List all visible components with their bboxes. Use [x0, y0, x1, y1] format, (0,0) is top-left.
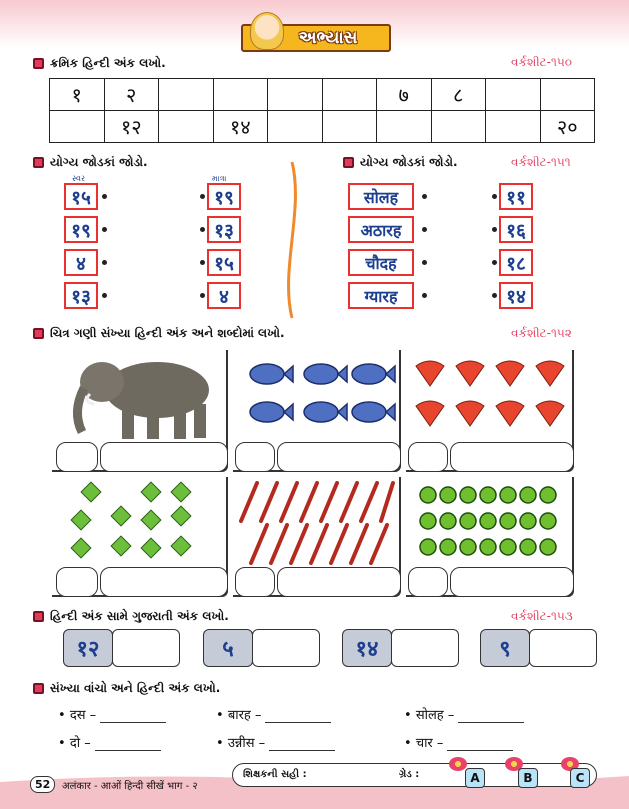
gujarati-answer-box[interactable]: [529, 629, 597, 667]
answer-number-box[interactable]: [56, 442, 98, 472]
picture-panel-tops: [406, 350, 574, 472]
divider-curve: [280, 160, 304, 320]
hindi-number-box: ९: [480, 629, 530, 667]
num-box: १६: [499, 216, 533, 243]
seq-cell[interactable]: ८: [431, 79, 486, 111]
sign-label: શિક્ષકની સહી :: [243, 769, 307, 780]
match-dot[interactable]: [422, 194, 427, 199]
s3-worksheet: વર્કશીટ-૧૫૧: [511, 155, 571, 169]
grade-c[interactable]: C: [570, 768, 590, 788]
match-dot[interactable]: [102, 227, 107, 232]
s1-worksheet: વર્કશીટ-૧૫૦: [511, 55, 572, 69]
fish-icon: [239, 356, 399, 436]
match-dot[interactable]: [200, 194, 205, 199]
answer-word-box[interactable]: [450, 567, 574, 597]
gujarati-answer-box[interactable]: [112, 629, 180, 667]
answer-number-box[interactable]: [235, 567, 275, 597]
match-dot[interactable]: [200, 260, 205, 265]
s4-worksheet: વર્કશીટ-૧૫૨: [511, 326, 572, 340]
answer-number-box[interactable]: [408, 442, 448, 472]
spinning-top-icon: [412, 354, 572, 444]
s1-heading: ક્રમિક હિન્દી અંક લખો.: [33, 56, 166, 71]
left-num: १३: [64, 282, 98, 309]
answer-number-box[interactable]: [56, 567, 98, 597]
seq-cell[interactable]: [486, 111, 541, 143]
s5-worksheet: વર્કશીટ-૧૫૩: [511, 609, 573, 623]
seq-cell[interactable]: [268, 111, 323, 143]
bullet-icon: [33, 683, 44, 694]
right-num: ४: [207, 282, 241, 309]
left-num: ४: [64, 249, 98, 276]
left-num: १९: [64, 216, 98, 243]
answer-number-box[interactable]: [235, 442, 275, 472]
answer-word-box[interactable]: [277, 567, 401, 597]
word-box: अठारह: [348, 216, 414, 243]
picture-panel-elephant: [52, 350, 228, 472]
s5-heading: હિન્દી અંક સામે ગુજરાતી અંક લખો.: [33, 609, 229, 624]
teacher-sign-bar: [232, 763, 597, 787]
answer-word-box[interactable]: [100, 567, 228, 597]
gujarati-answer-box[interactable]: [391, 629, 459, 667]
col-b-label: માત્રા: [212, 174, 227, 183]
bullet-icon: [33, 58, 44, 69]
picture-panel-balls: [406, 477, 574, 597]
seq-cell[interactable]: [486, 79, 541, 111]
match-dot[interactable]: [102, 194, 107, 199]
sequence-table: [49, 78, 595, 143]
page-number: 52: [30, 776, 55, 793]
right-num: १३: [207, 216, 241, 243]
seq-cell[interactable]: [540, 79, 595, 111]
match-dot[interactable]: [492, 194, 497, 199]
bullet-icon: [33, 611, 44, 622]
right-num: १९: [207, 183, 241, 210]
picture-panel-pencils: [233, 477, 401, 597]
seq-cell[interactable]: [431, 111, 486, 143]
match-dot[interactable]: [422, 227, 427, 232]
word-box: सोलह: [348, 183, 414, 210]
bullet-icon: [33, 328, 44, 339]
s2-heading: યોગ્ય જોડકાં જોડો.: [33, 155, 148, 170]
num-box: १८: [499, 249, 533, 276]
seq-cell[interactable]: [50, 111, 105, 143]
word-box: चौदह: [348, 249, 414, 276]
word-item: • दस –: [58, 705, 166, 723]
hindi-number-box: १४: [342, 629, 392, 667]
left-num: १५: [64, 183, 98, 210]
word-item: • दो –: [58, 733, 161, 751]
s6-heading: સંખ્યા વાંચો અને હિન્દી અંક લખો.: [33, 681, 220, 696]
seq-cell[interactable]: २०: [540, 111, 595, 143]
hindi-number-box: ५: [203, 629, 253, 667]
seq-cell[interactable]: [322, 111, 377, 143]
grade-b[interactable]: B: [518, 768, 538, 788]
match-dot[interactable]: [200, 227, 205, 232]
word-item: • बारह –: [216, 705, 331, 723]
seq-cell[interactable]: [377, 111, 432, 143]
boy-mascot-icon: [250, 12, 284, 50]
bullet-icon: [343, 157, 354, 168]
seq-cell[interactable]: १२: [104, 111, 159, 143]
flower-icon: [449, 757, 467, 771]
seq-cell[interactable]: [213, 79, 268, 111]
bullet-icon: [33, 157, 44, 168]
kite-icon: [68, 479, 228, 565]
seq-cell[interactable]: १: [50, 79, 105, 111]
s4-heading: ચિત્ર ગણી સંખ્યા હિન્દી અંક અને શબ્દોમાં લખો.: [33, 326, 285, 341]
elephant-icon: [62, 352, 232, 442]
answer-word-box[interactable]: [100, 442, 228, 472]
col-a-label: સ્વર: [72, 174, 86, 183]
answer-word-box[interactable]: [277, 442, 401, 472]
seq-cell[interactable]: २: [104, 79, 159, 111]
banner-title: અભ્યાસ: [298, 28, 358, 48]
answer-line[interactable]: [458, 722, 524, 723]
seq-cell[interactable]: [268, 79, 323, 111]
seq-cell[interactable]: ७: [377, 79, 432, 111]
word-box: ग्यारह: [348, 282, 414, 309]
match-dot[interactable]: [422, 260, 427, 265]
seq-cell[interactable]: [322, 79, 377, 111]
seq-cell[interactable]: [159, 79, 214, 111]
answer-line[interactable]: [265, 722, 331, 723]
seq-cell[interactable]: १४: [213, 111, 268, 143]
match-dot[interactable]: [102, 260, 107, 265]
seq-cell[interactable]: [159, 111, 214, 143]
answer-line[interactable]: [95, 750, 161, 751]
match-dot[interactable]: [492, 260, 497, 265]
picture-panel-kites: [52, 477, 228, 597]
match-dot[interactable]: [492, 293, 497, 298]
word-item: • सोलह –: [404, 705, 524, 723]
pencil-icon: [237, 479, 397, 565]
book-title: अलंकार - आओं हिन्दी सीखें भाग - २: [62, 781, 198, 792]
word-item: • उन्नीस –: [216, 733, 335, 751]
hindi-number-box: १२: [63, 629, 113, 667]
match-dot[interactable]: [492, 227, 497, 232]
gujarati-answer-box[interactable]: [252, 629, 320, 667]
match-dot[interactable]: [200, 293, 205, 298]
num-box: ११: [499, 183, 533, 210]
grade-a[interactable]: A: [465, 768, 485, 788]
num-box: १४: [499, 282, 533, 309]
match-dot[interactable]: [102, 293, 107, 298]
answer-line[interactable]: [100, 722, 166, 723]
s3-heading: યોગ્ય જોડકાં જોડો.: [343, 155, 458, 170]
grade-label: ગ્રેડ :: [399, 769, 420, 780]
picture-panel-fish: [233, 350, 401, 472]
answer-number-box[interactable]: [408, 567, 448, 597]
right-num: १५: [207, 249, 241, 276]
answer-word-box[interactable]: [450, 442, 574, 472]
answer-line[interactable]: [269, 750, 335, 751]
match-dot[interactable]: [422, 293, 427, 298]
ball-icon: [418, 485, 578, 565]
answer-line[interactable]: [447, 750, 513, 751]
word-item: • चार –: [404, 733, 513, 751]
